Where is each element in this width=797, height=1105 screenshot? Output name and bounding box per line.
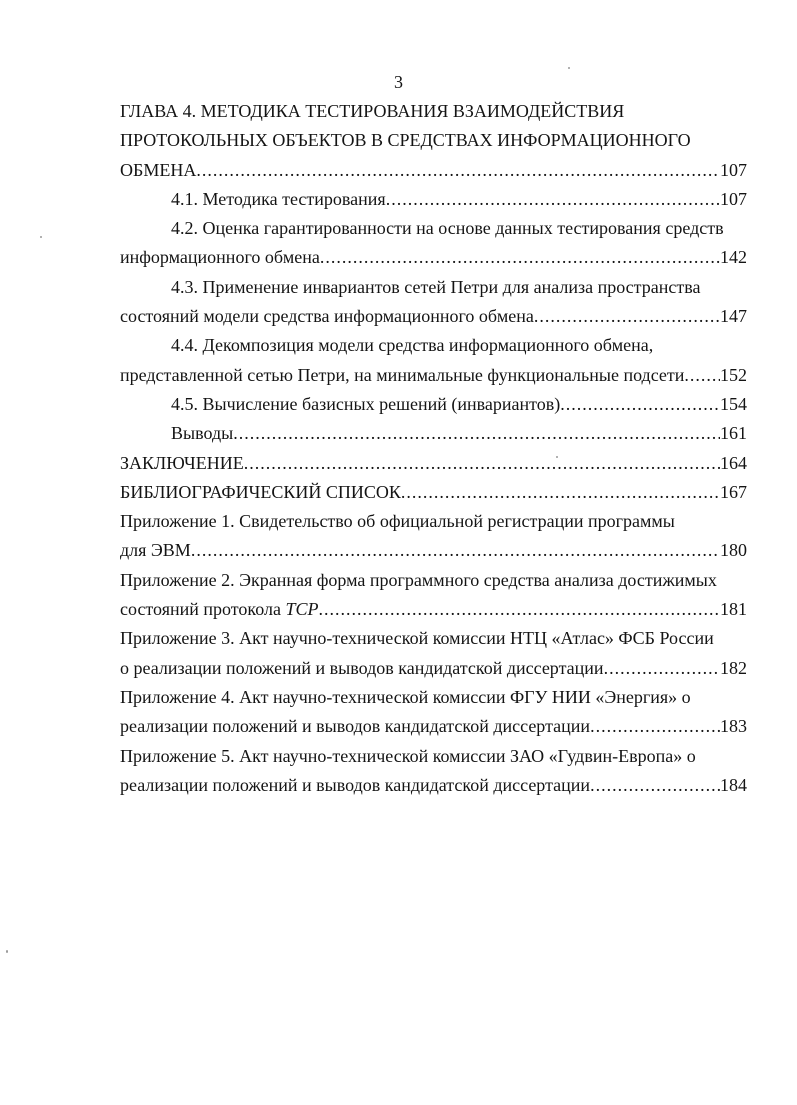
toc-leader-dots [196, 156, 720, 185]
toc-page-number: 184 [720, 774, 747, 795]
toc-entry-text: 4.5. Вычисление базисных решений (инвариантов) [171, 393, 561, 414]
toc-appendix-5-line-2 [120, 771, 747, 800]
toc-page-number: 161 [720, 423, 747, 444]
toc-leader-dots [590, 712, 720, 741]
toc-entry-text [120, 595, 319, 624]
toc-leader-dots [233, 419, 720, 448]
toc-page-number: 181 [720, 599, 747, 620]
toc-leader-dots [320, 243, 720, 272]
toc-page-number: 142 [720, 247, 747, 268]
toc-page-number: 107 [720, 159, 747, 180]
toc-section-4-4-line-2 [120, 361, 747, 390]
toc-leader-dots [534, 302, 720, 331]
toc-appendix-4-line-2 [120, 712, 747, 741]
toc-chapter-4-title-line-2: ПРОТОКОЛЬНЫХ ОБЪЕКТОВ В СРЕДСТВАХ ИНФОРМАЦИОННОГО [120, 130, 691, 151]
toc-section-4-2-line-1: 4.2. Оценка гарантированности на основе данных тестирования средств [171, 218, 724, 239]
toc-appendix-1-line-1: Приложение 1. Свидетельство об официальной регистрации программы [120, 511, 675, 532]
toc-leader-dots [319, 595, 721, 624]
toc-appendix-5-line-1: Приложение 5. Акт научно-технической комиссии ЗАО «Гудвин-Европа» о [120, 745, 696, 766]
page-number: 3 [394, 72, 403, 92]
toc-entry-text: реализации положений и выводов кандидатской диссертации [120, 774, 591, 795]
toc-leader-dots [604, 654, 720, 683]
toc-page-number: 147 [720, 306, 747, 327]
toc-entry-text-plain: состояний протокола [120, 599, 281, 620]
toc-page-number: 183 [720, 716, 747, 737]
toc-leader-dots [386, 185, 720, 214]
toc-leader-dots [684, 361, 720, 390]
toc-appendix-3-line-1: Приложение 3. Акт научно-технической комиссии НТЦ «Атлас» ФСБ России [120, 628, 714, 649]
toc-leader-dots [191, 536, 720, 565]
toc-section-4-2-line-2 [120, 243, 747, 272]
toc-page-number: 164 [720, 452, 747, 473]
toc-entry-text: ЗАКЛЮЧЕНИЕ [120, 452, 244, 473]
toc-page-number: 182 [720, 657, 747, 678]
toc-leader-dots [590, 771, 720, 800]
toc-entry-text: 4.1. Методика тестирования [171, 188, 386, 209]
toc-leader-dots [560, 390, 720, 419]
table-of-contents [120, 97, 747, 800]
toc-entry-text: информационного обмена [120, 247, 320, 268]
toc-appendix-2-line-2 [120, 595, 747, 624]
toc-conclusions [120, 419, 747, 448]
scan-speck [556, 456, 558, 458]
toc-section-4-3-line-1: 4.3. Применение инвариантов сетей Петри для анализа пространства [171, 276, 701, 297]
toc-entry-text: о реализации положений и выводов кандидатской диссертации [120, 657, 604, 678]
toc-page-number: 167 [720, 481, 747, 502]
toc-section-4-1 [120, 185, 747, 214]
toc-entry-text: представленной сетью Петри, на минимальные функциональные подсети [120, 364, 685, 385]
toc-leader-dots [244, 449, 720, 478]
toc-entry-text: Выводы [171, 423, 234, 444]
toc-entry-text: ОБМЕНА [120, 159, 197, 180]
toc-appendix-2-line-1: Приложение 2. Экранная форма программного средства анализа достижимых [120, 569, 717, 590]
toc-section-4-4-line-1: 4.4. Декомпозиция модели средства информационного обмена, [171, 335, 654, 356]
toc-entry-text: БИБЛИОГРАФИЧЕСКИЙ СПИСОК [120, 481, 401, 502]
toc-entry-text: состояний модели средства информационного обмена [120, 306, 534, 327]
toc-appendix-3-line-2 [120, 654, 747, 683]
toc-page-number: 154 [720, 393, 747, 414]
toc-entry-text: для ЭВМ [120, 540, 191, 561]
toc-leader-dots [401, 478, 720, 507]
toc-entry-text: реализации положений и выводов кандидатской диссертации [120, 716, 591, 737]
toc-conclusion-entry [120, 449, 747, 478]
toc-chapter-4-title-line-1: ГЛАВА 4. МЕТОДИКА ТЕСТИРОВАНИЯ ВЗАИМОДЕЙСТВИЯ [120, 101, 625, 121]
toc-section-4-3-line-2 [120, 302, 747, 331]
toc-appendix-1-line-2 [120, 536, 747, 565]
scan-speck [6, 950, 8, 953]
toc-bibliography [120, 478, 747, 507]
scan-speck [40, 236, 42, 238]
toc-chapter-4-entry [120, 156, 747, 185]
toc-entry-text-italic: TCP [285, 599, 319, 620]
toc-appendix-4-line-1: Приложение 4. Акт научно-технической комиссии ФГУ НИИ «Энергия» о [120, 686, 691, 707]
toc-section-4-5 [120, 390, 747, 419]
toc-page-number: 107 [720, 188, 747, 209]
toc-page-number: 152 [720, 364, 747, 385]
scan-speck [568, 67, 570, 69]
toc-page-number: 180 [720, 540, 747, 561]
